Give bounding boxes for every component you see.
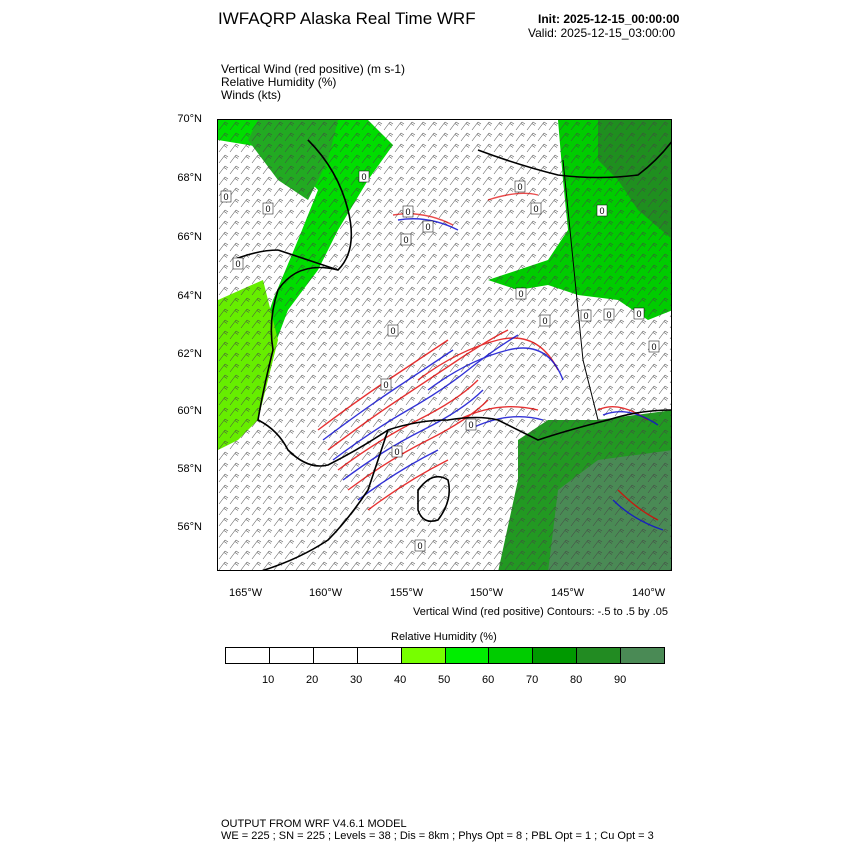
field-vertical-wind: Vertical Wind (red positive) (m s-1) [221,62,406,76]
colorbar-swatch [489,648,533,663]
lon-label-155: 155°W [390,587,424,599]
lon-label-140: 140°W [632,587,666,599]
colorbar-label: 20 [306,674,319,686]
lon-label-145: 145°W [551,587,585,599]
init-time: Init: 2025-12-15_00:00:00 [538,12,680,26]
field-relative-humidity: Relative Humidity (%) [221,75,337,89]
contour-label: 0 [636,309,642,319]
contour-label: 0 [425,222,431,232]
contour-label: 0 [518,289,524,299]
contour-label: 0 [394,447,400,457]
contour-label: 0 [468,420,474,430]
colorbar-swatch [621,648,664,663]
contour-label: 0 [651,342,657,352]
contour-label: 0 [223,192,229,202]
wind-barbs [218,120,672,571]
field-winds: Winds (kts) [221,88,281,102]
colorbar-swatch [226,648,270,663]
colorbar-label: 30 [350,674,363,686]
colorbar-swatch [358,648,402,663]
colorbar-label: 90 [614,674,627,686]
lon-label-160: 160°W [309,587,343,599]
colorbar-swatch [314,648,358,663]
lat-label-56: 56°N [177,521,202,533]
contour-label: 0 [403,235,409,245]
colorbar-label: 70 [526,674,539,686]
lat-label-58: 58°N [177,463,202,475]
contour-label: 0 [417,541,423,551]
contour-label: 0 [583,311,589,321]
contour-label: 0 [542,316,548,326]
footer-model-line: OUTPUT FROM WRF V4.6.1 MODEL [221,818,407,830]
lat-label-60: 60°N [177,405,202,417]
colorbar-title: Relative Humidity (%) [391,631,497,643]
colorbar-label: 60 [482,674,495,686]
lon-label-165: 165°W [229,587,263,599]
colorbar-swatch [402,648,446,663]
colorbar-swatch [533,648,577,663]
contour-label: 0 [265,204,271,214]
colorbar-label: 40 [394,674,407,686]
lat-label-70: 70°N [177,113,202,125]
lat-label-64: 64°N [177,290,202,302]
contour-label: 0 [390,326,396,336]
humidity-colorbar [225,647,665,664]
plot-title: IWFAQRP Alaska Real Time WRF [218,9,476,28]
map-panel [217,119,672,571]
contour-label: 0 [517,182,523,192]
colorbar-label: 80 [570,674,583,686]
contour-label: 0 [235,259,241,269]
contour-label: 0 [361,172,367,182]
contour-label: 0 [383,380,389,390]
contour-label: 0 [533,204,539,214]
map-canvas [218,120,672,571]
colorbar-label: 50 [438,674,451,686]
field-legend [221,63,405,102]
lat-label-62: 62°N [177,348,202,360]
contour-label: 0 [599,206,605,216]
colorbar-label: 10 [262,674,275,686]
lat-label-66: 66°N [177,231,202,243]
lat-label-68: 68°N [177,172,202,184]
valid-time: Valid: 2025-12-15_03:00:00 [528,26,676,40]
lon-label-150: 150°W [470,587,504,599]
contour-label: 0 [606,310,612,320]
contour-label: 0 [405,207,411,217]
footer-config-line: WE = 225 ; SN = 225 ; Levels = 38 ; Dis = 8km ; Phys Opt = 8 ; PBL Opt = 1 ; Cu Opt = 3 [221,830,654,842]
contour-note: Vertical Wind (red positive) Contours: -.5 to .5 by .05 [413,606,668,618]
colorbar-swatch [577,648,621,663]
colorbar-swatch [446,648,490,663]
model-footer [221,818,654,842]
colorbar-swatch [270,648,314,663]
